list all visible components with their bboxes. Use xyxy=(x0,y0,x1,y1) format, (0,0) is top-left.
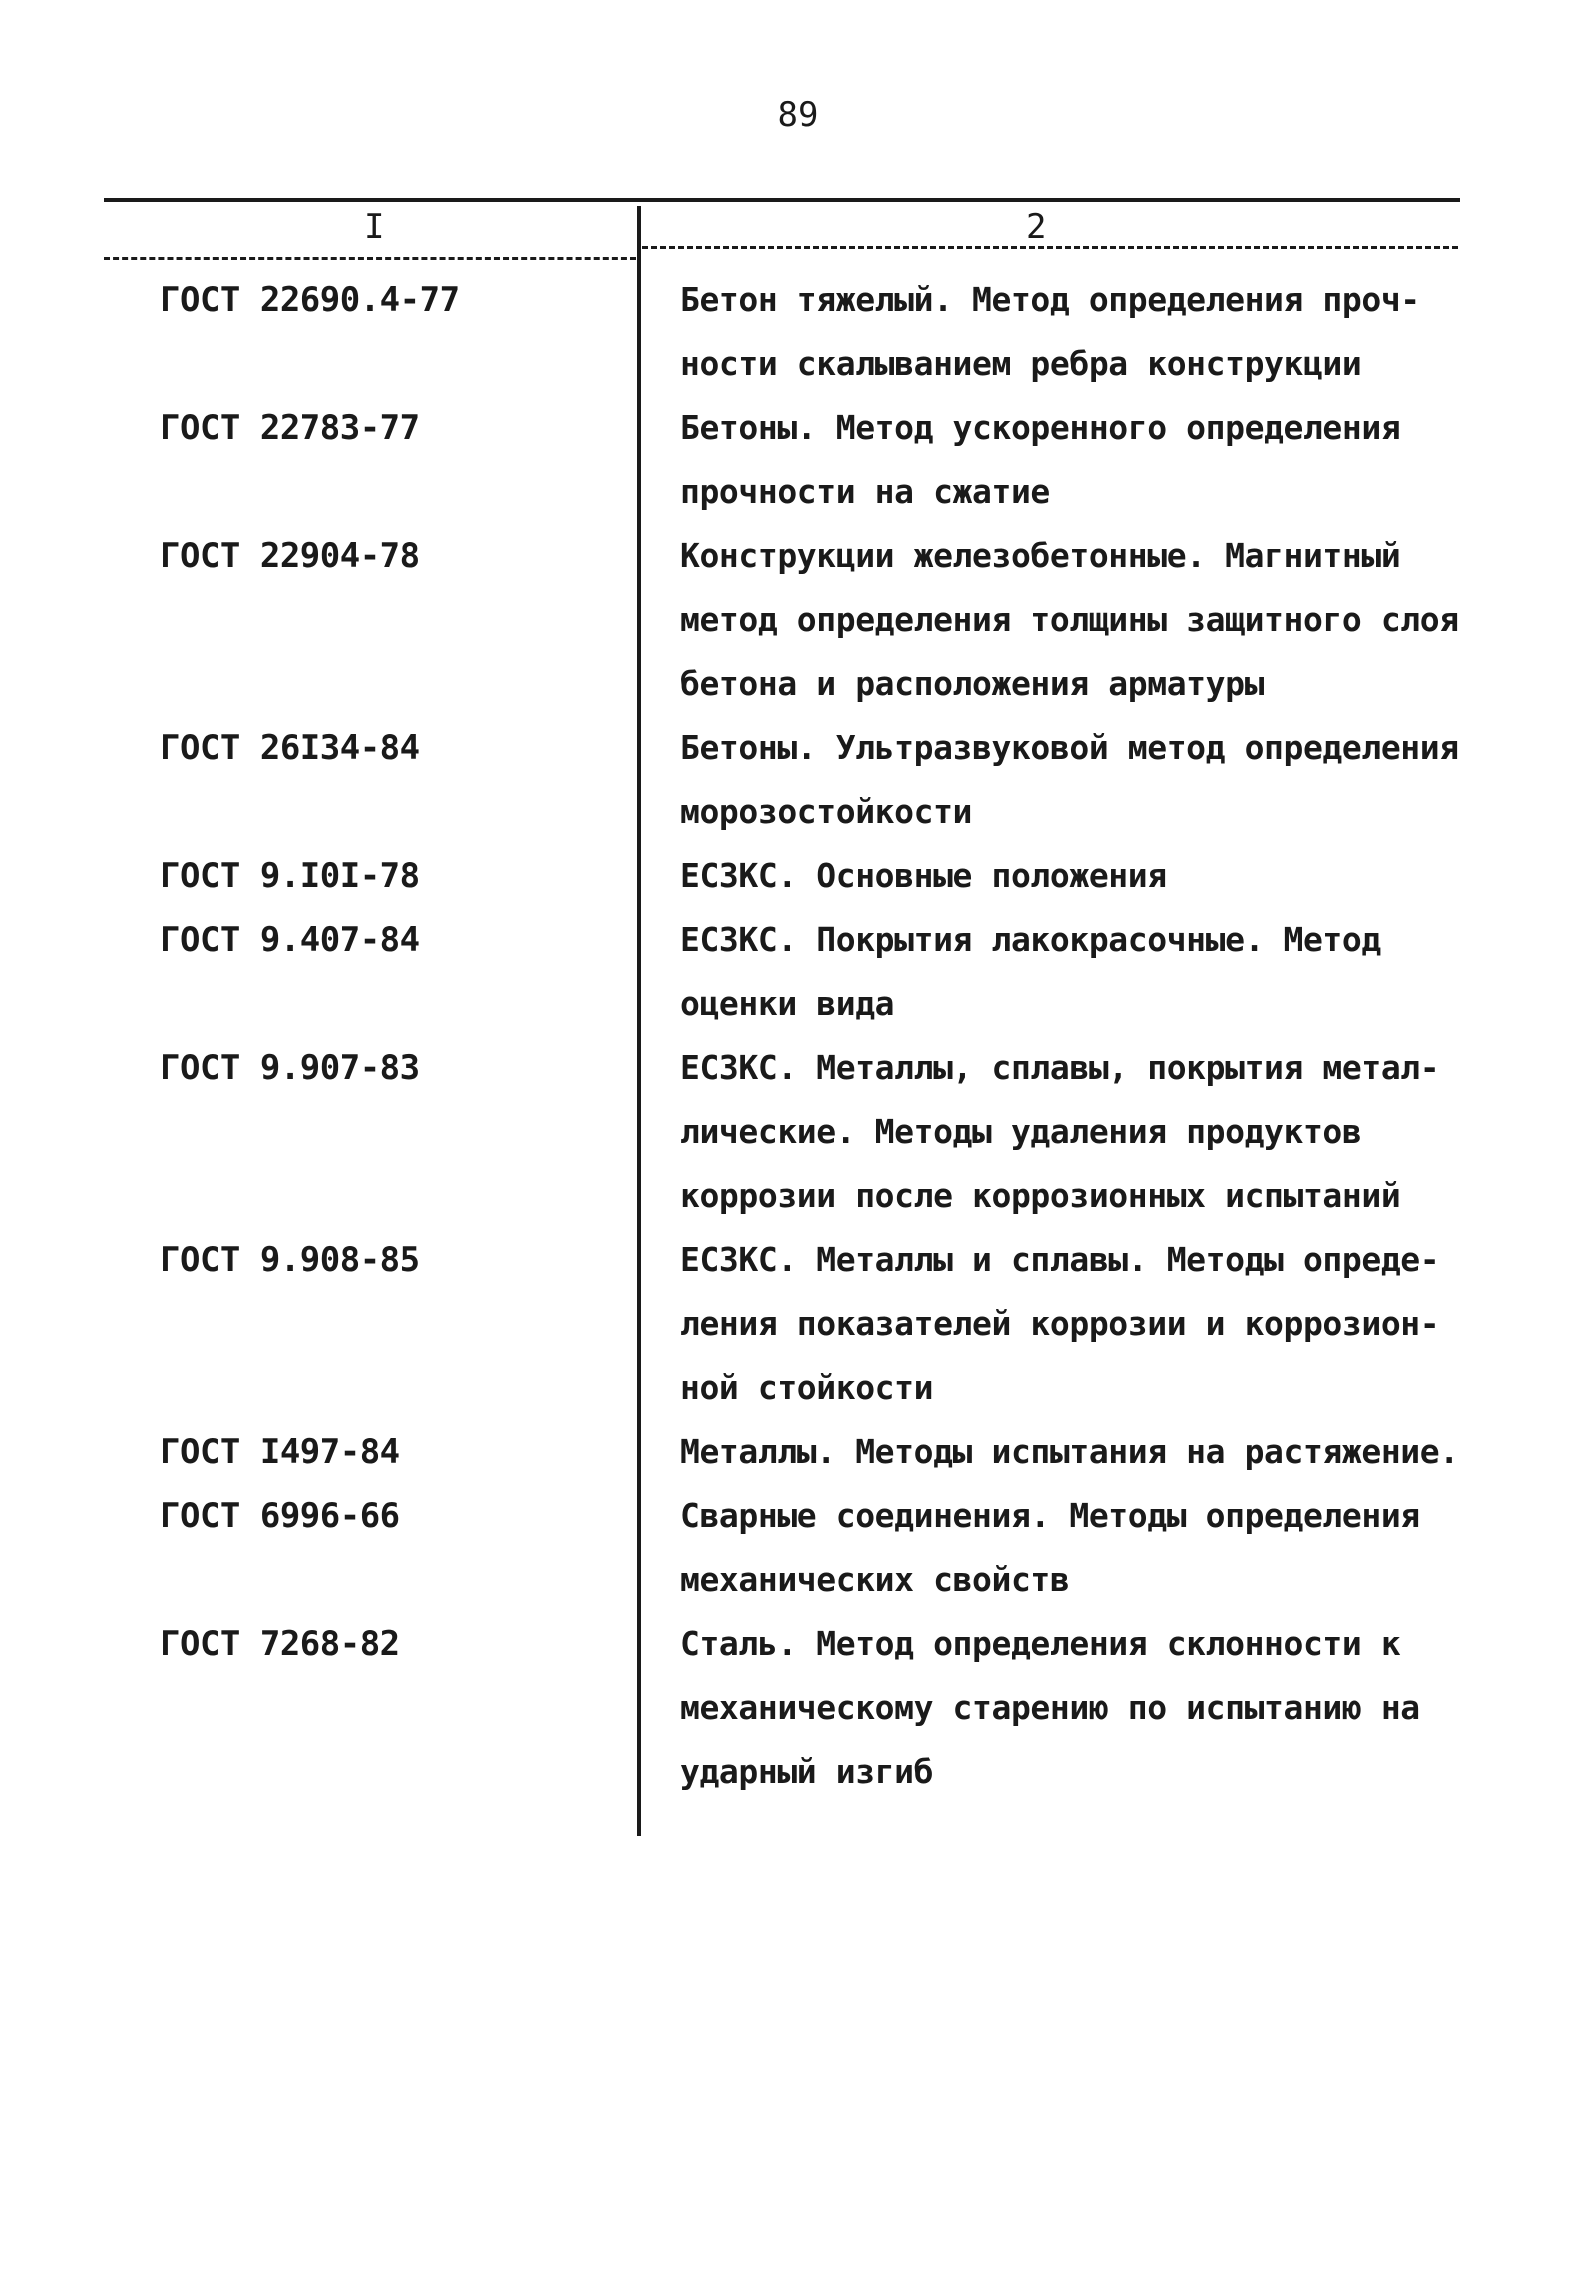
table-row xyxy=(0,268,1596,396)
standard-title xyxy=(680,1612,1480,1804)
standard-code: ГОСТ 22690.4-77 xyxy=(160,280,460,320)
table-row xyxy=(0,1420,1596,1484)
standard-title-line: оценки вида xyxy=(680,984,895,1023)
table-row xyxy=(0,1612,1596,1804)
page-number: 89 xyxy=(777,95,819,135)
column-header-1: I xyxy=(364,207,385,247)
table-top-rule xyxy=(104,198,1460,202)
standard-code: ГОСТ 9.908-85 xyxy=(160,1240,420,1280)
standard-title xyxy=(680,1420,1480,1484)
table-row xyxy=(0,396,1596,524)
standard-code: ГОСТ 26I34-84 xyxy=(160,728,420,768)
standard-title-line: Сталь. Метод определения склонности к xyxy=(680,1624,1401,1663)
standard-title xyxy=(680,268,1480,396)
standard-code: ГОСТ 6996-66 xyxy=(160,1496,400,1536)
standard-title xyxy=(680,844,1480,908)
table-row xyxy=(0,1228,1596,1420)
standard-title-line: ности скалыванием ребра конструкции xyxy=(680,344,1362,383)
standard-title-line: Сварные соединения. Методы определения xyxy=(680,1496,1420,1535)
standard-code: ГОСТ 7268-82 xyxy=(160,1624,400,1664)
table-row xyxy=(0,908,1596,1036)
table-row xyxy=(0,524,1596,716)
standard-title-line: ной стойкости xyxy=(680,1368,934,1407)
standard-title-line: Бетон тяжелый. Метод определения проч- xyxy=(680,280,1420,319)
standard-title xyxy=(680,716,1480,844)
standard-code: ГОСТ 9.407-84 xyxy=(160,920,420,960)
standard-title-line: механических свойств xyxy=(680,1560,1070,1599)
standard-title-line: ЕСЗКС. Металлы, сплавы, покрытия метал- xyxy=(680,1048,1440,1087)
standard-title-line: морозостойкости xyxy=(680,792,973,831)
standard-title-line: прочности на сжатие xyxy=(680,472,1050,511)
standard-title-line: ЕСЗКС. Основные положения xyxy=(680,856,1167,895)
table-row xyxy=(0,1036,1596,1228)
standard-title-line: Бетоны. Метод ускоренного определения xyxy=(680,408,1401,447)
standard-code: ГОСТ 22783-77 xyxy=(160,408,420,448)
standard-title-line: метод определения толщины защитного слоя xyxy=(680,600,1459,639)
standard-code: ГОСТ 9.I0I-78 xyxy=(160,856,420,896)
standard-title-line: бетона и расположения арматуры xyxy=(680,664,1265,703)
standard-title-line: ления показателей коррозии и коррозион- xyxy=(680,1304,1440,1343)
header-rule-right xyxy=(642,246,1458,249)
standards-table xyxy=(0,268,1596,1804)
standard-title-line: Металлы. Методы испытания на растяжение. xyxy=(680,1432,1459,1471)
table-row xyxy=(0,844,1596,908)
standard-title xyxy=(680,1036,1480,1228)
standard-title-line: лические. Методы удаления продуктов xyxy=(680,1112,1362,1151)
standard-title-line: Конструкции железобетонные. Магнитный xyxy=(680,536,1401,575)
standard-title xyxy=(680,908,1480,1036)
standard-title-line: ЕСЗКС. Покрытия лакокрасочные. Метод xyxy=(680,920,1381,959)
standard-code: ГОСТ I497-84 xyxy=(160,1432,400,1472)
standard-title-line: ударный изгиб xyxy=(680,1752,934,1791)
standard-title-line: Бетоны. Ультразвуковой метод определения xyxy=(680,728,1459,767)
standard-code: ГОСТ 9.907-83 xyxy=(160,1048,420,1088)
standard-title xyxy=(680,396,1480,524)
standard-title xyxy=(680,1228,1480,1420)
standard-code: ГОСТ 22904-78 xyxy=(160,536,420,576)
standard-title-line: ЕСЗКС. Металлы и сплавы. Методы опреде- xyxy=(680,1240,1440,1279)
standard-title xyxy=(680,524,1480,716)
column-header-2: 2 xyxy=(1026,207,1047,247)
table-row xyxy=(0,1484,1596,1612)
standard-title xyxy=(680,1484,1480,1612)
standard-title-line: механическому старению по испытанию на xyxy=(680,1688,1420,1727)
standard-title-line: коррозии после коррозионных испытаний xyxy=(680,1176,1401,1215)
header-rule-left xyxy=(104,257,636,260)
table-row xyxy=(0,716,1596,844)
